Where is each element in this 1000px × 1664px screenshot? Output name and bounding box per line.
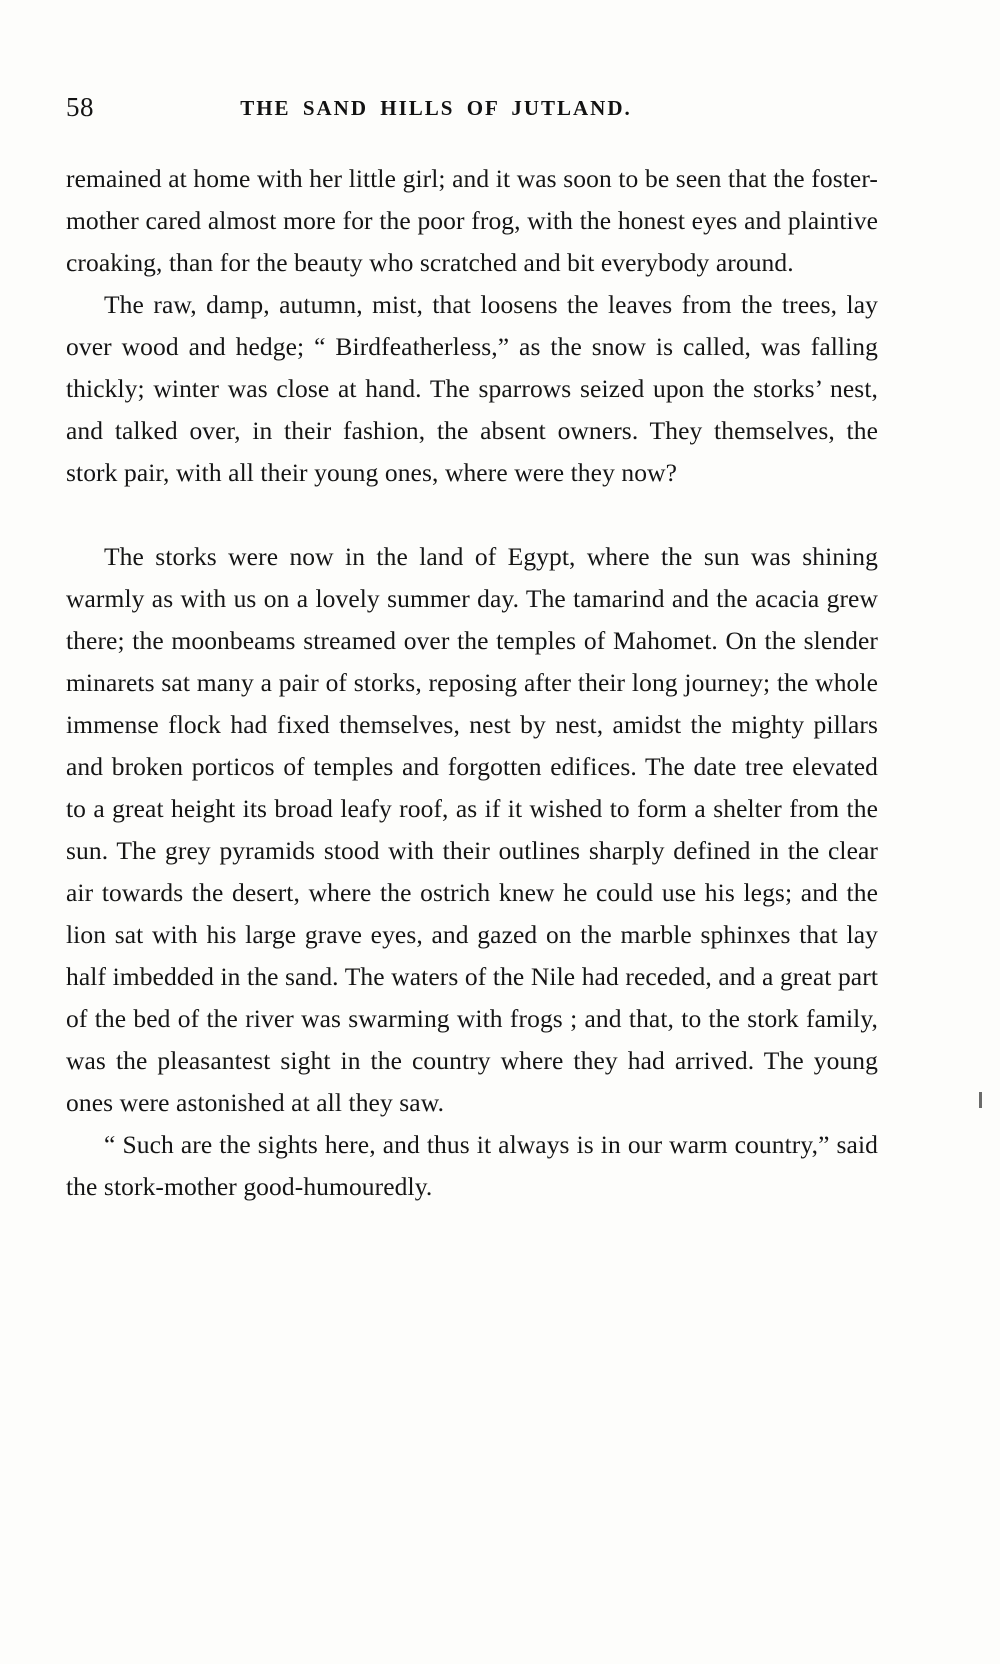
paragraph-3: The storks were now in the land of Egypt, where the sun was shining warmly as with us on a lovely summer day. The tamarind and the acacia grew there; the moonbeams streamed over the temples of Mahomet. On the slender minarets sat many a pair of storks, reposing after their long journey; the whole immense flock had fixed themselves, nest by nest, amidst the mighty pillars and broken porticos of temples and forgotten edifices. The date tree elevated to a great height its broad leafy roof, as if it wished to form a shelter from the sun. The grey pyramids stood with their outlines sharply defined in the clear air towards the desert, where the ostrich knew he could use his legs; and the lion sat with his large grave eyes, and gazed on the marble sphinxes that lay half imbedded in the sand. The waters of the Nile had receded, and a great part of the bed of the river was swarming with frogs ; and that, to the stork family, was the pleasantest sight in the country where they had arrived. The young ones were astonished at all they saw. (66, 542, 878, 1117)
page-header (66, 92, 876, 126)
page-edge-mark (979, 1092, 982, 1108)
paragraph-1: remained at home with her little girl; and it was soon to be seen that the foster-mother cared almost more for the poor frog, with the honest eyes and plaintive croaking, than for the beauty who scratched and bit everybody around. (66, 164, 878, 277)
page-number: 58 (66, 92, 94, 122)
paragraph-4: “ Such are the sights here, and thus it always is in our warm country,” said the stork-mother good-humouredly. (66, 1130, 878, 1201)
running-title: THE SAND HILLS OF JUTLAND. (240, 96, 632, 120)
paragraph-2: The raw, damp, autumn, mist, that loosens the leaves from the trees, lay over wood and hedge; “ Birdfeatherless,” as the snow is called, was falling thickly; winter was close at hand. The sparrows seized upon the storks’ nest, and talked over, in their fashion, the absent owners. They themselves, the stork pair, with all their young ones, where were they now? (66, 290, 878, 487)
body-text-column (66, 158, 878, 1208)
